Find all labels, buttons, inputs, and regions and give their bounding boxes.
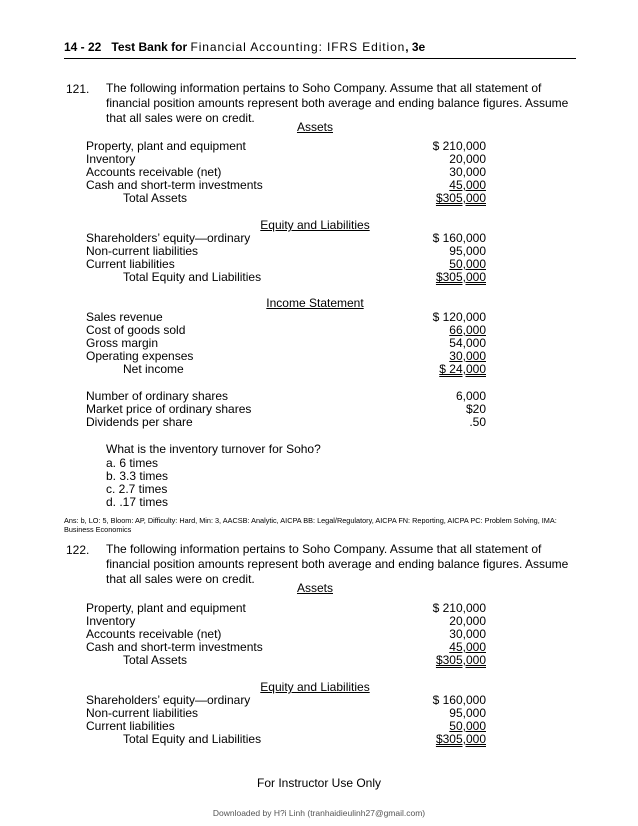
edition: , 3e bbox=[405, 40, 426, 54]
answer-option-a: a. 6 times bbox=[106, 456, 159, 470]
footer-note: For Instructor Use Only bbox=[256, 776, 382, 790]
line-label: Property, plant and equipment bbox=[86, 601, 246, 615]
bank-label: Test Bank for bbox=[111, 40, 188, 54]
line-amount: 54,000 bbox=[449, 336, 486, 350]
total-amount: $305,000 bbox=[435, 191, 486, 205]
answer-option-c: c. 2.7 times bbox=[106, 482, 168, 496]
line-label: Market price of ordinary shares bbox=[86, 402, 252, 416]
line-label: Non-current liabilities bbox=[86, 244, 199, 258]
assets-heading-122: Assets bbox=[296, 581, 333, 595]
line-amount: 30,000 bbox=[449, 349, 486, 363]
line-amount: $ 120,000 bbox=[432, 310, 486, 324]
line-amount: $ 160,000 bbox=[432, 231, 486, 245]
line-label: Inventory bbox=[86, 614, 136, 628]
line-amount: 20,000 bbox=[449, 152, 486, 166]
line-label: Current liabilities bbox=[86, 257, 175, 271]
total-label: Total Assets bbox=[123, 653, 188, 667]
equity-heading-122: Equity and Liabilities bbox=[260, 680, 370, 694]
answer-metadata-121: Ans: b, LO: 5, Bloom: AP, Difficulty: Hard, Min: 3, AACSB: Analytic, AICPA BB: Legal/Regulatory, AICPA FN: Reporting, AICPA PC: Problem Solving, IMA: Business Economics bbox=[64, 516, 557, 534]
line-label: Sales revenue bbox=[86, 310, 163, 324]
income-heading-121: Income Statement bbox=[266, 296, 364, 310]
answer-option-b: b. 3.3 times bbox=[106, 469, 169, 483]
page-ref: 14 - 22 bbox=[64, 40, 102, 54]
line-label: Cash and short-term investments bbox=[86, 178, 263, 192]
total-label: Total Assets bbox=[123, 191, 188, 205]
line-amount: $ 160,000 bbox=[432, 693, 486, 707]
total-amount: $305,000 bbox=[435, 653, 486, 667]
line-amount: $ 210,000 bbox=[432, 139, 486, 153]
page-header bbox=[64, 40, 425, 54]
line-amount: 50,000 bbox=[449, 257, 486, 271]
line-label: Number of ordinary shares bbox=[86, 389, 229, 403]
question-number-121: 121. bbox=[66, 82, 90, 96]
line-label: Accounts receivable (net) bbox=[86, 627, 222, 641]
question-intro-121: The following information pertains to Soho Company. Assume that all statement of financial position amounts represent both average and ending balance figures. Assume that all sales were on credit. bbox=[106, 81, 569, 125]
line-label: Current liabilities bbox=[86, 719, 175, 733]
question-intro-122: The following information pertains to Soho Company. Assume that all statement of financial position amounts represent both average and ending balance figures. Assume that all sales were on credit. bbox=[106, 542, 569, 586]
download-watermark: Downloaded by H?i Linh (tranhaidieulinh27@gmail.com) bbox=[212, 808, 426, 818]
line-label: Dividends per share bbox=[86, 415, 193, 429]
total-label: Total Equity and Liabilities bbox=[123, 732, 262, 746]
line-amount: 45,000 bbox=[449, 640, 486, 654]
line-amount: 95,000 bbox=[449, 244, 486, 258]
line-amount: $20 bbox=[465, 402, 486, 416]
assets-heading-121: Assets bbox=[296, 120, 333, 134]
line-amount: 30,000 bbox=[449, 627, 486, 641]
total-label: Net income bbox=[123, 362, 184, 376]
line-label: Property, plant and equipment bbox=[86, 139, 246, 153]
line-amount: 30,000 bbox=[449, 165, 486, 179]
line-label: Shareholders’ equity—ordinary bbox=[86, 693, 251, 707]
line-amount: 66,000 bbox=[449, 323, 486, 337]
line-label: Inventory bbox=[86, 152, 136, 166]
line-amount: .50 bbox=[469, 415, 486, 429]
total-label: Total Equity and Liabilities bbox=[123, 270, 262, 284]
line-amount: $ 210,000 bbox=[432, 601, 486, 615]
total-amount: $305,000 bbox=[435, 270, 486, 284]
line-label: Cost of goods sold bbox=[86, 323, 186, 337]
line-label: Accounts receivable (net) bbox=[86, 165, 222, 179]
line-label: Gross margin bbox=[86, 336, 159, 350]
answer-option-d: d. .17 times bbox=[106, 495, 169, 509]
question-prompt-121: What is the inventory turnover for Soho? bbox=[106, 442, 321, 456]
book-title: Financial Accounting: IFRS Edition bbox=[190, 40, 406, 54]
line-amount: 50,000 bbox=[449, 719, 486, 733]
line-label: Operating expenses bbox=[86, 349, 194, 363]
line-amount: 20,000 bbox=[449, 614, 486, 628]
line-label: Shareholders’ equity—ordinary bbox=[86, 231, 251, 245]
total-amount: $ 24,000 bbox=[439, 362, 486, 376]
question-number-122: 122. bbox=[66, 543, 90, 557]
header-rule bbox=[64, 58, 576, 59]
line-label: Non-current liabilities bbox=[86, 706, 199, 720]
line-label: Cash and short-term investments bbox=[86, 640, 263, 654]
equity-heading-121: Equity and Liabilities bbox=[260, 218, 370, 232]
line-amount: 45,000 bbox=[449, 178, 486, 192]
line-amount: 6,000 bbox=[455, 389, 486, 403]
total-amount: $305,000 bbox=[435, 732, 486, 746]
line-amount: 95,000 bbox=[449, 706, 486, 720]
